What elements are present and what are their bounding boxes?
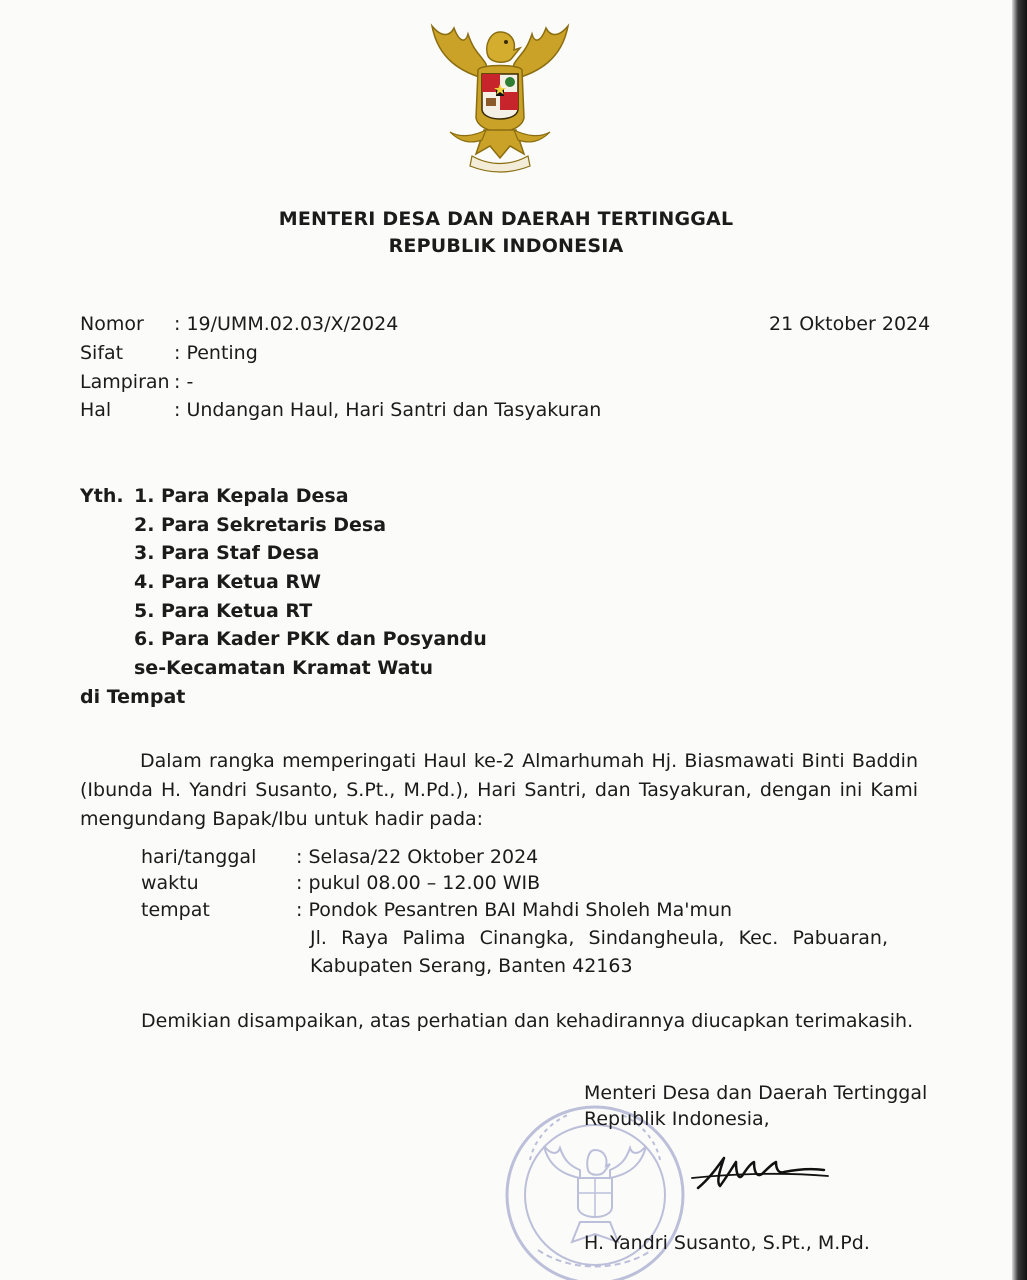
recipient-item: 3. Para Staf Desa — [134, 542, 320, 564]
detail-label-time: waktu — [141, 872, 199, 894]
meta-value-lampiran: : - — [174, 371, 194, 393]
closing-text: Demikian disampaikan, atas perhatian dan kehadirannya diucapkan terimakasih. — [141, 1010, 914, 1032]
screen-edge — [1012, 0, 1027, 1280]
recipient-prefix: Yth. — [80, 485, 124, 507]
detail-label-place: tempat — [141, 899, 210, 921]
intro-text: Dalam rangka memperingati Haul ke-2 Almarhumah Hj. Biasmawati Binti Baddin (Ibunda H. Yandri Susanto, S.Pt., M.Pd.), Hari Santri, dan Tasyakuran, dengan ini Kami mengundang Bapak/Ibu untuk hadir pada: — [80, 750, 918, 830]
recipient-item: 1. Para Kepala Desa — [134, 485, 349, 507]
signatory-title-2: Republik Indonesia, — [584, 1108, 770, 1130]
recipient-item: 4. Para Ketua RW — [134, 571, 322, 593]
signatory-title: Menteri Desa dan Daerah Tertinggal — [584, 1082, 928, 1104]
meta-label-nomor: Nomor — [80, 313, 144, 335]
detail-value-place: : Pondok Pesantren BAI Mahdi Sholeh Ma'mun — [296, 899, 733, 921]
meta-value-hal: : Undangan Haul, Hari Santri dan Tasyakuran — [174, 399, 602, 421]
recipient-item: 5. Para Ketua RT — [134, 600, 313, 622]
detail-label-date: hari/tanggal — [141, 846, 257, 868]
recipient-area: se-Kecamatan Kramat Watu — [134, 657, 434, 679]
recipient-item: 6. Para Kader PKK dan Posyandu — [134, 628, 487, 650]
detail-value-time: : pukul 08.00 – 12.00 WIB — [296, 872, 541, 894]
header-subtitle: REPUBLIK INDONESIA — [388, 235, 624, 257]
header-title: MENTERI DESA DAN DAERAH TERTINGGAL — [278, 208, 734, 230]
meta-value-sifat: : Penting — [174, 342, 258, 364]
recipient-place: di Tempat — [80, 686, 186, 708]
handwritten-signature-icon — [690, 1148, 830, 1198]
meta-label-lampiran: Lampiran — [80, 371, 170, 393]
detail-value-date: : Selasa/22 Oktober 2024 — [296, 846, 539, 868]
recipient-item: 2. Para Sekretaris Desa — [134, 514, 387, 536]
meta-label-sifat: Sifat — [80, 342, 124, 364]
signatory-name: H. Yandri Susanto, S.Pt., M.Pd. — [584, 1232, 870, 1254]
venue-address: Jl. Raya Palima Cinangka, Sindangheula, Kec. Pabuaran, Kabupaten Serang, Banten 42163 — [310, 927, 888, 977]
intro-paragraph — [80, 747, 918, 834]
garuda-emblem-icon — [420, 18, 580, 176]
meta-value-nomor: : 19/UMM.02.03/X/2024 — [174, 313, 399, 335]
meta-label-hal: Hal — [80, 399, 112, 421]
letter-date: 21 Oktober 2024 — [769, 313, 931, 335]
